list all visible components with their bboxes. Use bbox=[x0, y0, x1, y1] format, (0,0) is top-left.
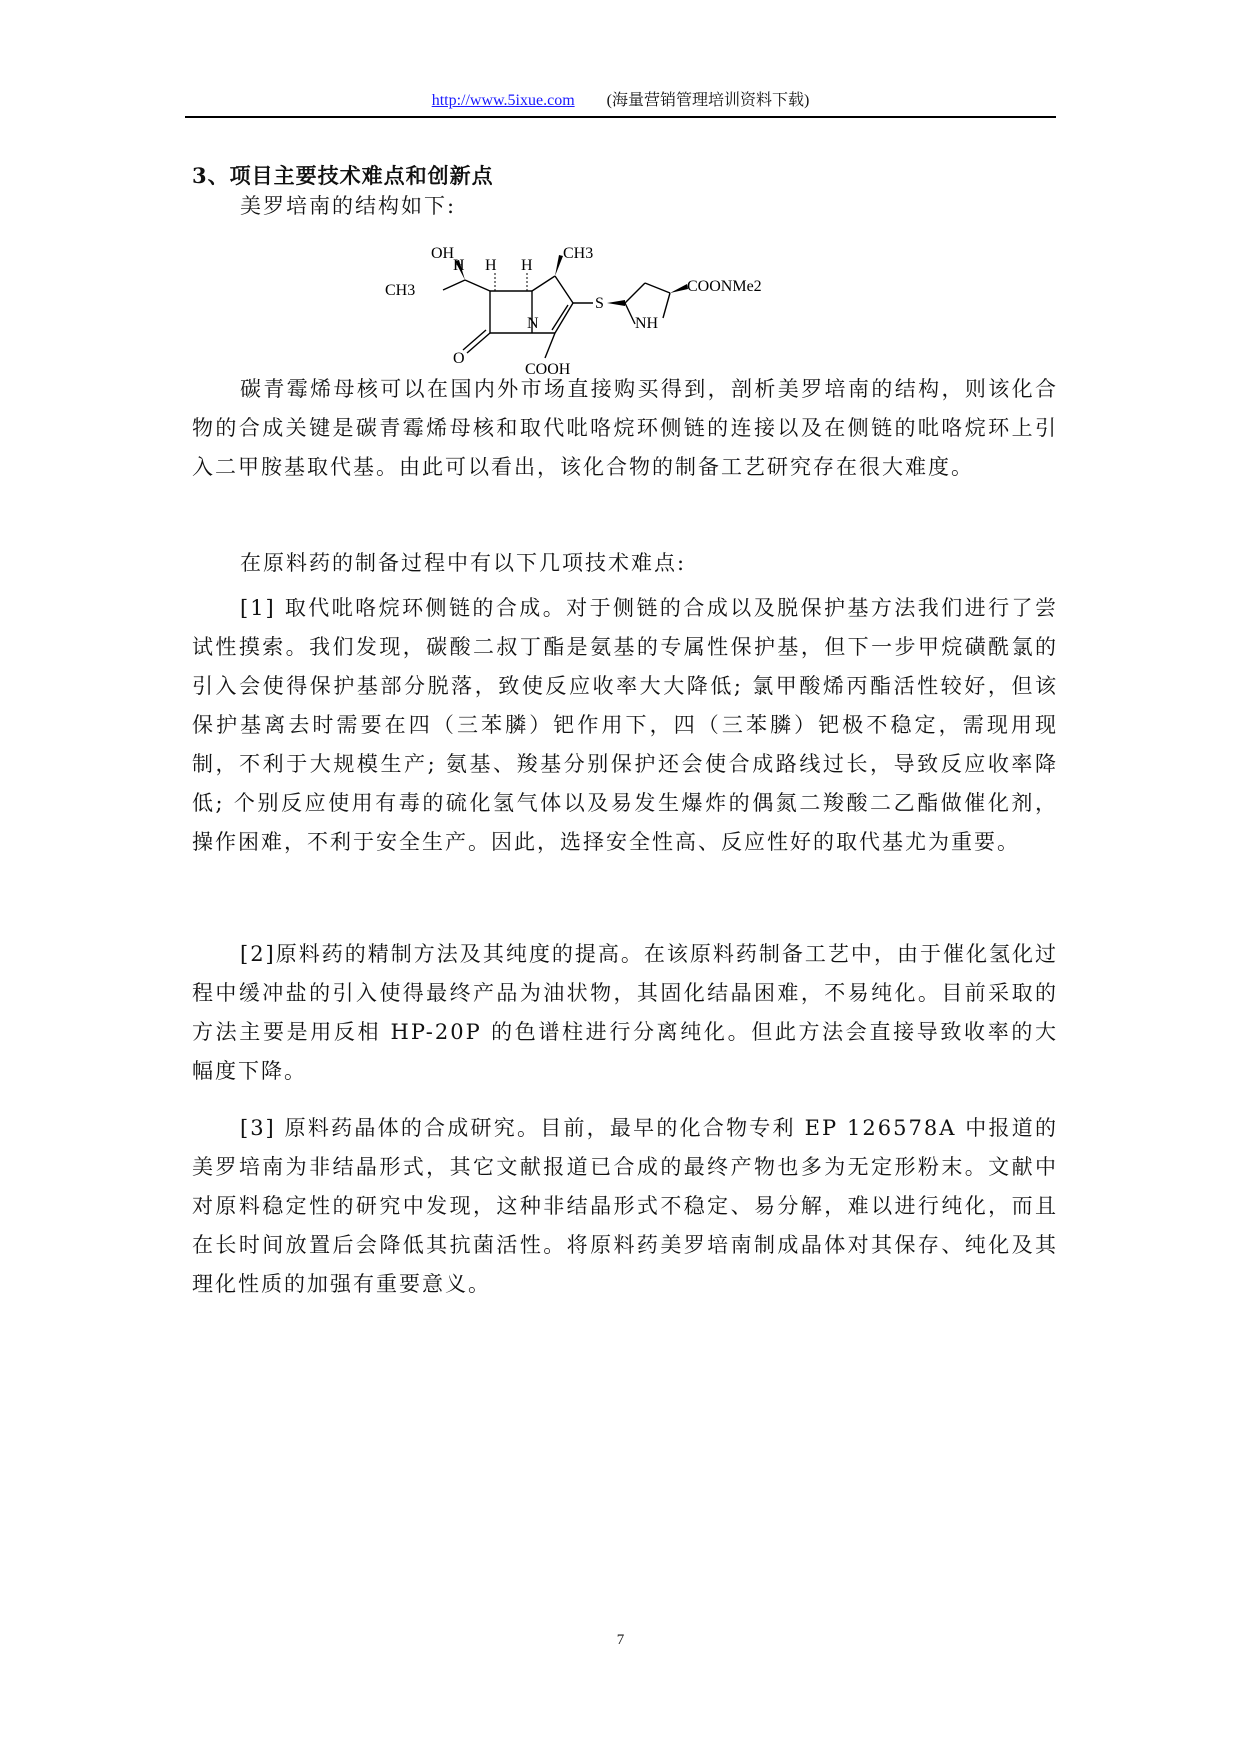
label-ch3-top: CH3 bbox=[563, 245, 594, 262]
intro-paragraph: 美罗培南的结构如下: bbox=[240, 194, 457, 218]
page-header bbox=[185, 86, 1056, 118]
header-note: (海量营销管理培训资料下载) bbox=[606, 92, 810, 109]
page-number: 7 bbox=[616, 1632, 625, 1648]
label-h-right: H bbox=[521, 257, 533, 274]
label-coonme2: COONMe2 bbox=[687, 278, 762, 295]
paragraph-1: 碳青霉烯母核可以在国内外市场直接购买得到，剖析美罗培南的结构，则该化合物的合成关键是碳青霉烯母核和取代吡咯烷环侧链的连接以及在侧链的吡咯烷环上引入二甲胺基取代基。由此可以看出，该化合物的制备工艺研究存在很大难度。 bbox=[192, 377, 1058, 479]
paragraph-5: [3] 原料药晶体的合成研究。目前，最早的化合物专利 EP 126578A 中报道的美罗培南为非结晶形式，其它文献报道已合成的最终产物也多为无定形粉末。文献中对原料稳定性的研究中发现，这种非结晶形式不稳定、易分解，难以进行纯化，而且在长时间放置后会降低其抗菌活性。将原料药美罗培南制成晶体对其保存、纯化及其理化性质的加强有重要意义。 bbox=[192, 1116, 1058, 1296]
paragraph-4: [2]原料药的精制方法及其纯度的提高。在该原料药制备工艺中，由于催化氢化过程中缓冲盐的引入使得最终产品为油状物，其固化结晶困难，不易纯化。目前采取的方法主要是用反相 HP-20P 的色谱柱进行分离纯化。但此方法会直接导致收率的大幅度下降。 bbox=[192, 942, 1058, 1083]
label-h-left: H bbox=[485, 257, 497, 274]
label-nh: NH bbox=[635, 315, 659, 332]
paragraph-3: [1] 取代吡咯烷环侧链的合成。对于侧链的合成以及脱保护基方法我们进行了尝试性摸索。我们发现，碳酸二叔丁酯是氨基的专属性保护基，但下一步甲烷磺酰氯的引入会使得保护基部分脱落，致使反应收率大大降低; 氯甲酸烯丙酯活性较好，但该保护基离去时需要在四（三苯膦）钯作用下，四（三苯膦）钯极不稳定，需现用现制，不利于大规模生产; 氨基、羧基分别保护还会使合成路线过长，导致反应收率降低; 个别反应使用有毒的硫化氢气体以及易发生爆炸的偶氮二羧酸二乙酯做催化剂，操作困难，不利于安全生产。因此，选择安全性高、反应性好的取代基尤为重要。 bbox=[192, 596, 1058, 854]
label-cooh: COOH bbox=[525, 361, 571, 378]
paragraph-2: 在原料药的制备过程中有以下几项技术难点: bbox=[240, 551, 687, 575]
header-link[interactable]: http://www.5ixue.com bbox=[431, 92, 575, 109]
section-title: 3、项目主要技术难点和创新点 bbox=[192, 163, 494, 188]
label-n: N bbox=[527, 315, 539, 332]
label-ch3-left: CH3 bbox=[385, 282, 416, 299]
label-oh: OH bbox=[431, 245, 455, 262]
label-o: O bbox=[453, 350, 465, 367]
label-h1: H bbox=[453, 257, 465, 274]
label-s: S bbox=[595, 295, 604, 312]
